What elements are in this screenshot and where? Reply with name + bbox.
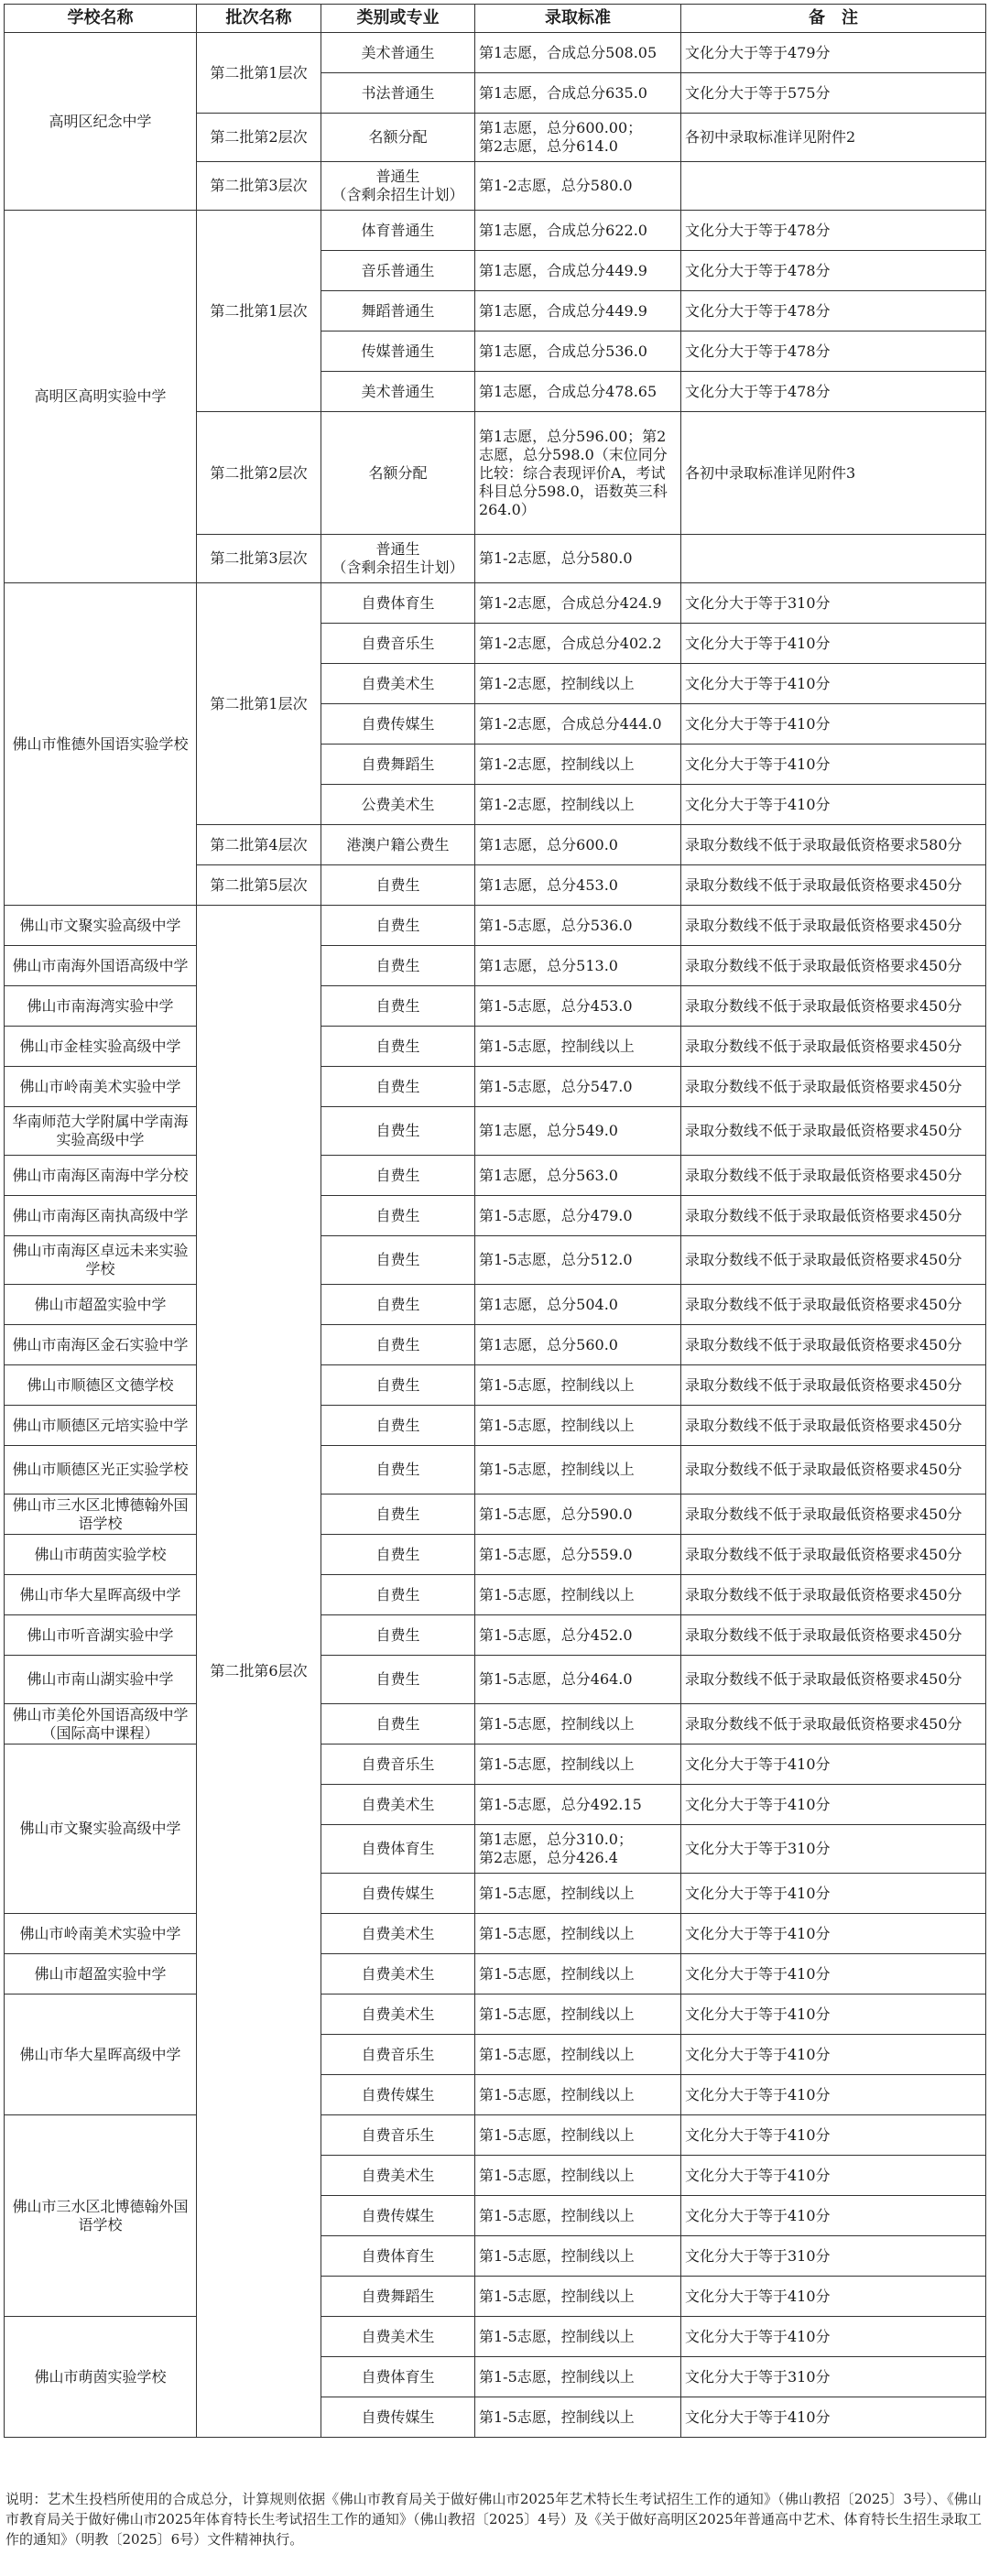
admission-standard-cell: 第1-5志愿，控制线以上 xyxy=(475,2115,681,2156)
category-cell: 自费美术生 xyxy=(321,1994,475,2035)
school-name-cell: 佛山市超盈实验中学 xyxy=(5,1285,197,1325)
category-cell: 自费音乐生 xyxy=(321,2035,475,2075)
school-name-cell: 佛山市南海区南执高级中学 xyxy=(5,1196,197,1236)
category-cell: 自费生 xyxy=(321,1495,475,1535)
table-row xyxy=(5,1656,986,1704)
table-row xyxy=(5,211,986,251)
admission-standard-cell: 第1-2志愿，控制线以上 xyxy=(475,664,681,704)
table-row xyxy=(5,33,986,73)
school-name-cell: 佛山市惟德外国语实验学校 xyxy=(5,583,197,906)
admission-standard-cell: 第1志愿，总分513.0 xyxy=(475,946,681,986)
admission-standard-cell: 第1-5志愿，总分464.0 xyxy=(475,1656,681,1704)
admission-standard-cell: 第1-5志愿，控制线以上 xyxy=(475,1575,681,1615)
admission-standard-cell: 第1志愿，合成总分449.9 xyxy=(475,291,681,332)
admission-standard-cell: 第1志愿，总分549.0 xyxy=(475,1107,681,1156)
admission-standard-cell: 第1-5志愿，控制线以上 xyxy=(475,2317,681,2357)
table-row xyxy=(5,1914,986,1954)
remark-cell: 文化分大于等于410分 xyxy=(681,664,986,704)
remark-cell: 录取分数线不低于录取最低资格要求450分 xyxy=(681,1535,986,1575)
category-cell: 自费传媒生 xyxy=(321,2397,475,2438)
header-category: 类别或专业 xyxy=(321,5,475,33)
admission-standard-cell: 第1志愿，总分504.0 xyxy=(475,1285,681,1325)
remark-cell: 录取分数线不低于录取最低资格要求450分 xyxy=(681,1406,986,1446)
remark-cell: 文化分大于等于410分 xyxy=(681,1785,986,1825)
admission-standard-cell: 第1志愿，合成总分508.05 xyxy=(475,33,681,73)
admission-standard-cell: 第1-2志愿，合成总分424.9 xyxy=(475,583,681,624)
table-row xyxy=(5,1495,986,1535)
remark-cell: 文化分大于等于410分 xyxy=(681,2196,986,2236)
category-cell: 书法普通生 xyxy=(321,73,475,114)
admission-standard-cell: 第1志愿，合成总分478.65 xyxy=(475,372,681,412)
admission-standard-cell: 第1-5志愿，总分452.0 xyxy=(475,1615,681,1656)
remark-cell: 录取分数线不低于录取最低资格要求450分 xyxy=(681,1236,986,1285)
admission-standard-cell: 第1志愿，总分310.0； 第2志愿，总分426.4 xyxy=(475,1825,681,1874)
category-cell: 自费传媒生 xyxy=(321,1874,475,1914)
remark-cell: 录取分数线不低于录取最低资格要求450分 xyxy=(681,1575,986,1615)
remark-cell: 录取分数线不低于录取最低资格要求450分 xyxy=(681,986,986,1027)
table-row xyxy=(5,1107,986,1156)
category-cell: 自费音乐生 xyxy=(321,1745,475,1785)
batch-name-cell: 第二批第3层次 xyxy=(197,535,321,583)
remark-cell: 录取分数线不低于录取最低资格要求450分 xyxy=(681,1107,986,1156)
school-name-cell: 高明区高明实验中学 xyxy=(5,211,197,583)
admission-standard-cell: 第1-5志愿，总分559.0 xyxy=(475,1535,681,1575)
remark-cell: 文化分大于等于410分 xyxy=(681,704,986,745)
category-cell: 自费生 xyxy=(321,1656,475,1704)
category-cell: 自费生 xyxy=(321,1325,475,1365)
category-cell: 自费生 xyxy=(321,1535,475,1575)
batch-name-cell: 第二批第5层次 xyxy=(197,865,321,906)
admission-standard-cell: 第1志愿，总分600.0 xyxy=(475,825,681,865)
admission-standard-cell: 第1-5志愿，总分512.0 xyxy=(475,1236,681,1285)
header-batch-name: 批次名称 xyxy=(197,5,321,33)
remark-cell: 录取分数线不低于录取最低资格要求450分 xyxy=(681,1365,986,1406)
category-cell: 自费生 xyxy=(321,1107,475,1156)
admission-standard-cell: 第1志愿，总分600.00； 第2志愿，总分614.0 xyxy=(475,114,681,162)
school-name-cell: 佛山市顺德区光正实验学校 xyxy=(5,1446,197,1495)
category-cell: 自费生 xyxy=(321,1027,475,1067)
category-cell: 自费传媒生 xyxy=(321,2196,475,2236)
table-row xyxy=(5,2115,986,2156)
school-name-cell: 佛山市顺德区文德学校 xyxy=(5,1365,197,1406)
admission-standard-cell: 第1-5志愿，总分547.0 xyxy=(475,1067,681,1107)
category-cell: 自费生 xyxy=(321,1446,475,1495)
admission-table xyxy=(4,4,986,2438)
table-row xyxy=(5,1325,986,1365)
table-row xyxy=(5,1196,986,1236)
admission-standard-cell: 第1-5志愿，控制线以上 xyxy=(475,1027,681,1067)
school-name-cell: 佛山市三水区北博德翰外国语学校 xyxy=(5,1495,197,1535)
category-cell: 自费音乐生 xyxy=(321,624,475,664)
school-name-cell: 佛山市南海外国语高级中学 xyxy=(5,946,197,986)
category-cell: 自费美术生 xyxy=(321,1954,475,1994)
table-row xyxy=(5,1954,986,1994)
table-row xyxy=(5,1406,986,1446)
school-name-cell: 华南师范大学附属中学南海实验高级中学 xyxy=(5,1107,197,1156)
admission-standard-cell: 第1-2志愿，合成总分402.2 xyxy=(475,624,681,664)
admission-standard-cell: 第1-5志愿，总分453.0 xyxy=(475,986,681,1027)
remark-cell: 文化分大于等于410分 xyxy=(681,2075,986,2115)
admission-standard-cell: 第1-5志愿，控制线以上 xyxy=(475,1994,681,2035)
batch-name-cell: 第二批第2层次 xyxy=(197,114,321,162)
school-name-cell: 佛山市南海区卓远未来实验学校 xyxy=(5,1236,197,1285)
remark-cell xyxy=(681,162,986,211)
category-cell: 音乐普通生 xyxy=(321,251,475,291)
school-name-cell: 佛山市岭南美术实验中学 xyxy=(5,1067,197,1107)
admission-standard-cell: 第1-2志愿，总分580.0 xyxy=(475,535,681,583)
remark-cell: 文化分大于等于479分 xyxy=(681,33,986,73)
admission-standard-cell: 第1-2志愿，控制线以上 xyxy=(475,745,681,785)
remark-cell: 录取分数线不低于录取最低资格要求450分 xyxy=(681,1325,986,1365)
remark-cell: 文化分大于等于310分 xyxy=(681,1825,986,1874)
remark-cell: 录取分数线不低于录取最低资格要求450分 xyxy=(681,906,986,946)
admission-standard-cell: 第1-5志愿，控制线以上 xyxy=(475,1914,681,1954)
category-cell: 自费生 xyxy=(321,986,475,1027)
category-cell: 自费生 xyxy=(321,1285,475,1325)
admission-standard-cell: 第1-5志愿，控制线以上 xyxy=(475,2075,681,2115)
table-row xyxy=(5,1446,986,1495)
category-cell: 自费生 xyxy=(321,1365,475,1406)
school-name-cell: 佛山市超盈实验中学 xyxy=(5,1954,197,1994)
remark-cell: 文化分大于等于410分 xyxy=(681,1994,986,2035)
remark-cell: 录取分数线不低于录取最低资格要求580分 xyxy=(681,825,986,865)
remark-cell: 文化分大于等于410分 xyxy=(681,785,986,825)
school-name-cell: 佛山市美伦外国语高级中学（国际高中课程） xyxy=(5,1704,197,1745)
table-row xyxy=(5,1365,986,1406)
remark-cell: 录取分数线不低于录取最低资格要求450分 xyxy=(681,1656,986,1704)
table-row xyxy=(5,1027,986,1067)
remark-cell: 录取分数线不低于录取最低资格要求450分 xyxy=(681,1704,986,1745)
remark-cell: 文化分大于等于310分 xyxy=(681,2236,986,2277)
remark-cell: 文化分大于等于310分 xyxy=(681,583,986,624)
remark-cell: 文化分大于等于310分 xyxy=(681,2357,986,2397)
batch-name-cell: 第二批第6层次 xyxy=(197,906,321,2438)
remark-cell: 各初中录取标准详见附件2 xyxy=(681,114,986,162)
admission-standard-cell: 第1-5志愿，总分492.15 xyxy=(475,1785,681,1825)
table-body xyxy=(5,33,986,2438)
table-row xyxy=(5,2317,986,2357)
remark-cell: 录取分数线不低于录取最低资格要求450分 xyxy=(681,946,986,986)
admission-standard-cell: 第1志愿，合成总分449.9 xyxy=(475,251,681,291)
admission-standard-cell: 第1志愿，总分596.00；第2志愿，总分598.0（末位同分比较：综合表现评价A，考试科目总分598.0，语数英三科264.0） xyxy=(475,412,681,535)
admission-standard-cell: 第1-2志愿，总分580.0 xyxy=(475,162,681,211)
category-cell: 自费生 xyxy=(321,1615,475,1656)
category-cell: 自费生 xyxy=(321,946,475,986)
batch-name-cell: 第二批第1层次 xyxy=(197,583,321,825)
category-cell: 普通生 （含剩余招生计划） xyxy=(321,162,475,211)
school-name-cell: 佛山市南海区金石实验中学 xyxy=(5,1325,197,1365)
table-row xyxy=(5,906,986,946)
admission-standard-cell: 第1志愿，合成总分622.0 xyxy=(475,211,681,251)
remark-cell: 文化分大于等于478分 xyxy=(681,291,986,332)
category-cell: 自费体育生 xyxy=(321,1825,475,1874)
admission-standard-cell: 第1-5志愿，控制线以上 xyxy=(475,2156,681,2196)
footnote: 说明：艺术生投档所使用的合成总分，计算规则依据《佛山市教育局关于做好佛山市2025年艺术特长生考试招生工作的通知》（佛山教招〔2025〕3号）、《佛山市教育局关于做好佛山市2025年体育特长生考试招生工作的通知》（佛山教招〔2025〕4号）及《关于做好高明区2025年普通高中艺术、体育特长生招生录取工作的通知》（明教〔2025〕6号）文件精神执行。 xyxy=(5,2491,982,2548)
category-cell: 自费生 xyxy=(321,865,475,906)
category-cell: 自费生 xyxy=(321,1575,475,1615)
remark-cell: 录取分数线不低于录取最低资格要求450分 xyxy=(681,1027,986,1067)
school-name-cell: 佛山市华大星晖高级中学 xyxy=(5,1994,197,2115)
remark-cell: 录取分数线不低于录取最低资格要求450分 xyxy=(681,1495,986,1535)
category-cell: 自费舞蹈生 xyxy=(321,745,475,785)
school-name-cell: 佛山市华大星晖高级中学 xyxy=(5,1575,197,1615)
school-name-cell: 佛山市文聚实验高级中学 xyxy=(5,1745,197,1914)
category-cell: 自费舞蹈生 xyxy=(321,2277,475,2317)
category-cell: 美术普通生 xyxy=(321,372,475,412)
table-row xyxy=(5,986,986,1027)
admission-standard-cell: 第1-2志愿，控制线以上 xyxy=(475,785,681,825)
batch-name-cell: 第二批第2层次 xyxy=(197,412,321,535)
admission-standard-cell: 第1-5志愿，总分590.0 xyxy=(475,1495,681,1535)
category-cell: 自费传媒生 xyxy=(321,2075,475,2115)
category-cell: 舞蹈普通生 xyxy=(321,291,475,332)
admission-standard-cell: 第1志愿，合成总分536.0 xyxy=(475,332,681,372)
remark-cell: 录取分数线不低于录取最低资格要求450分 xyxy=(681,1196,986,1236)
school-name-cell: 佛山市萌茵实验学校 xyxy=(5,2317,197,2438)
category-cell: 自费生 xyxy=(321,906,475,946)
admission-standard-cell: 第1-5志愿，控制线以上 xyxy=(475,1406,681,1446)
table-row xyxy=(5,1156,986,1196)
batch-name-cell: 第二批第1层次 xyxy=(197,33,321,114)
category-cell: 自费生 xyxy=(321,1406,475,1446)
category-cell: 自费传媒生 xyxy=(321,704,475,745)
category-cell: 自费体育生 xyxy=(321,583,475,624)
remark-cell: 文化分大于等于410分 xyxy=(681,1954,986,1994)
table-row xyxy=(5,946,986,986)
category-cell: 体育普通生 xyxy=(321,211,475,251)
admission-standard-cell: 第1-5志愿，控制线以上 xyxy=(475,2277,681,2317)
remark-cell: 录取分数线不低于录取最低资格要求450分 xyxy=(681,1067,986,1107)
category-cell: 普通生 （含剩余招生计划） xyxy=(321,535,475,583)
remark-cell xyxy=(681,535,986,583)
school-name-cell: 佛山市三水区北博德翰外国语学校 xyxy=(5,2115,197,2317)
remark-cell: 文化分大于等于478分 xyxy=(681,211,986,251)
admission-standard-cell: 第1-5志愿，控制线以上 xyxy=(475,2397,681,2438)
admission-standard-cell: 第1志愿，总分453.0 xyxy=(475,865,681,906)
category-cell: 自费生 xyxy=(321,1704,475,1745)
table-row xyxy=(5,1067,986,1107)
remark-cell: 文化分大于等于410分 xyxy=(681,2156,986,2196)
admission-standard-cell: 第1-5志愿，控制线以上 xyxy=(475,2035,681,2075)
category-cell: 自费生 xyxy=(321,1196,475,1236)
category-cell: 自费美术生 xyxy=(321,2156,475,2196)
admission-standard-cell: 第1-5志愿，控制线以上 xyxy=(475,1954,681,1994)
school-name-cell: 佛山市岭南美术实验中学 xyxy=(5,1914,197,1954)
remark-cell: 文化分大于等于410分 xyxy=(681,2035,986,2075)
table-header-row xyxy=(5,5,986,33)
remark-cell: 录取分数线不低于录取最低资格要求450分 xyxy=(681,1285,986,1325)
batch-name-cell: 第二批第3层次 xyxy=(197,162,321,211)
category-cell: 自费体育生 xyxy=(321,2236,475,2277)
remark-cell: 文化分大于等于410分 xyxy=(681,745,986,785)
school-name-cell: 佛山市金桂实验高级中学 xyxy=(5,1027,197,1067)
remark-cell: 文化分大于等于410分 xyxy=(681,1874,986,1914)
admission-standard-cell: 第1-5志愿，控制线以上 xyxy=(475,1365,681,1406)
admission-standard-cell: 第1-5志愿，控制线以上 xyxy=(475,2357,681,2397)
category-cell: 自费美术生 xyxy=(321,1914,475,1954)
table-row xyxy=(5,1745,986,1785)
school-name-cell: 佛山市文聚实验高级中学 xyxy=(5,906,197,946)
school-name-cell: 高明区纪念中学 xyxy=(5,33,197,211)
header-admission-standard: 录取标准 xyxy=(475,5,681,33)
admission-standard-cell: 第1-5志愿，控制线以上 xyxy=(475,1704,681,1745)
admission-standard-cell: 第1-5志愿，控制线以上 xyxy=(475,1446,681,1495)
remark-cell: 文化分大于等于410分 xyxy=(681,2317,986,2357)
table-row xyxy=(5,1236,986,1285)
remark-cell: 文化分大于等于575分 xyxy=(681,73,986,114)
category-cell: 名额分配 xyxy=(321,412,475,535)
remark-cell: 各初中录取标准详见附件3 xyxy=(681,412,986,535)
category-cell: 名额分配 xyxy=(321,114,475,162)
school-name-cell: 佛山市南海区南海中学分校 xyxy=(5,1156,197,1196)
category-cell: 自费美术生 xyxy=(321,2317,475,2357)
remark-cell: 文化分大于等于478分 xyxy=(681,372,986,412)
header-remarks: 备 注 xyxy=(681,5,986,33)
remark-cell: 文化分大于等于478分 xyxy=(681,251,986,291)
category-cell: 自费美术生 xyxy=(321,1785,475,1825)
table-row xyxy=(5,583,986,624)
admission-standard-cell: 第1志愿，总分563.0 xyxy=(475,1156,681,1196)
batch-name-cell: 第二批第1层次 xyxy=(197,211,321,412)
table-row xyxy=(5,1615,986,1656)
category-cell: 自费美术生 xyxy=(321,664,475,704)
table-row xyxy=(5,1285,986,1325)
remark-cell: 录取分数线不低于录取最低资格要求450分 xyxy=(681,1615,986,1656)
admission-standard-cell: 第1-5志愿，总分536.0 xyxy=(475,906,681,946)
table-row xyxy=(5,1575,986,1615)
table-row xyxy=(5,1535,986,1575)
category-cell: 自费生 xyxy=(321,1067,475,1107)
remark-cell: 录取分数线不低于录取最低资格要求450分 xyxy=(681,865,986,906)
header-school-name: 学校名称 xyxy=(5,5,197,33)
school-name-cell: 佛山市顺德区元培实验中学 xyxy=(5,1406,197,1446)
table-row xyxy=(5,1704,986,1745)
admission-standard-cell: 第1-5志愿，控制线以上 xyxy=(475,1745,681,1785)
admission-standard-cell: 第1-5志愿，控制线以上 xyxy=(475,2196,681,2236)
school-name-cell: 佛山市南山湖实验中学 xyxy=(5,1656,197,1704)
admission-standard-cell: 第1志愿，总分560.0 xyxy=(475,1325,681,1365)
remark-cell: 文化分大于等于478分 xyxy=(681,332,986,372)
admission-standard-cell: 第1志愿，合成总分635.0 xyxy=(475,73,681,114)
remark-cell: 文化分大于等于410分 xyxy=(681,1745,986,1785)
table-row xyxy=(5,1994,986,2035)
category-cell: 自费体育生 xyxy=(321,2357,475,2397)
remark-cell: 文化分大于等于410分 xyxy=(681,2397,986,2438)
school-name-cell: 佛山市萌茵实验学校 xyxy=(5,1535,197,1575)
remark-cell: 录取分数线不低于录取最低资格要求450分 xyxy=(681,1156,986,1196)
category-cell: 传媒普通生 xyxy=(321,332,475,372)
remark-cell: 文化分大于等于410分 xyxy=(681,2277,986,2317)
remark-cell: 文化分大于等于410分 xyxy=(681,1914,986,1954)
batch-name-cell: 第二批第4层次 xyxy=(197,825,321,865)
category-cell: 自费生 xyxy=(321,1236,475,1285)
admission-standard-cell: 第1-5志愿，控制线以上 xyxy=(475,1874,681,1914)
admission-standard-cell: 第1-5志愿，总分479.0 xyxy=(475,1196,681,1236)
school-name-cell: 佛山市南海湾实验中学 xyxy=(5,986,197,1027)
admission-standard-cell: 第1-5志愿，控制线以上 xyxy=(475,2236,681,2277)
remark-cell: 文化分大于等于410分 xyxy=(681,2115,986,2156)
school-name-cell: 佛山市听音湖实验中学 xyxy=(5,1615,197,1656)
category-cell: 港澳户籍公费生 xyxy=(321,825,475,865)
category-cell: 公费美术生 xyxy=(321,785,475,825)
category-cell: 美术普通生 xyxy=(321,33,475,73)
admission-standard-cell: 第1-2志愿，合成总分444.0 xyxy=(475,704,681,745)
category-cell: 自费生 xyxy=(321,1156,475,1196)
category-cell: 自费音乐生 xyxy=(321,2115,475,2156)
remark-cell: 录取分数线不低于录取最低资格要求450分 xyxy=(681,1446,986,1495)
remark-cell: 文化分大于等于410分 xyxy=(681,624,986,664)
